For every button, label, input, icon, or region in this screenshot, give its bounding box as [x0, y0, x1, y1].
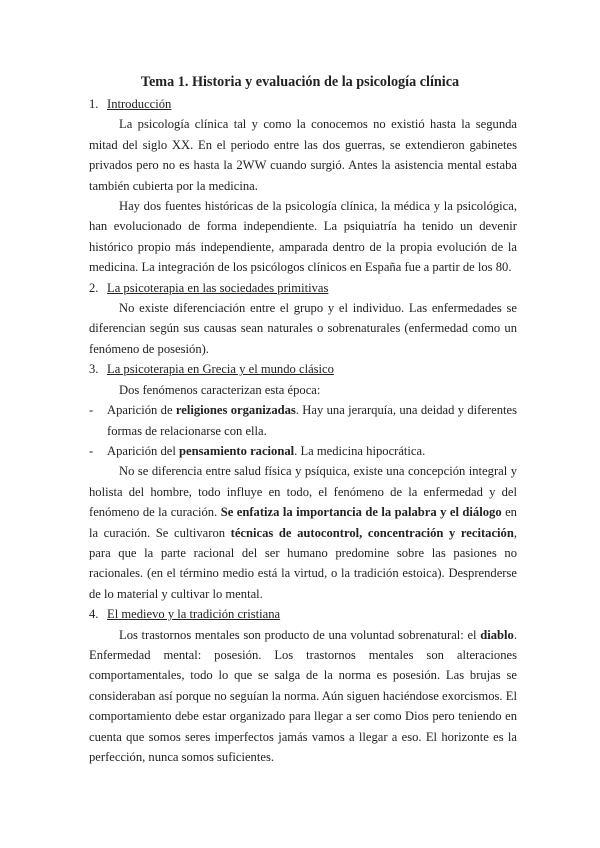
- section-number: 4.: [89, 607, 99, 622]
- section-number: 1.: [89, 97, 99, 111]
- paragraph: Hay dos fuentes históricas de la psicología clínica, la médica y la psicológica, han evolucionado de forma independiente. La psiquiatría ha tenido un devenir histórico propio más independiente, amparada dentro de la propia evolución de la medicina. La integración de los psicólogos clínicos en España fue a partir de los 80.: [89, 199, 517, 275]
- section-title: El medievo y la tradición cristiana: [107, 607, 281, 622]
- section-2-heading: [89, 278, 517, 298]
- section-number: 2.: [89, 280, 99, 295]
- paragraph: No existe diferenciación entre el grupo y el individuo. Las enfermedades se diferencian según sus causas sean naturales o sobrenaturales (enfermedad como un fenómeno de posesión).: [89, 301, 517, 356]
- document-body: [89, 94, 517, 767]
- bold-term: religiones organizadas: [175, 403, 296, 418]
- bold-term: técnicas de autocontrol, concentración y recitación: [230, 525, 514, 540]
- paragraph: La psicología clínica tal y como la conocemos no existió hasta la segunda mitad del siglo XX. En el periodo entre las dos guerras, se extendieron gabinetes privados pero no es hasta la 2WW cuando surgió. Antes la asistencia mental estaba también cubierta por la medicina.: [89, 117, 517, 193]
- bullet-dash: -: [89, 403, 94, 418]
- list-item: - Aparición de religiones organizadas. Hay una jerarquía, una deidad y diferentes formas de relacionarse con ella.: [89, 400, 517, 441]
- section-4-heading: [89, 604, 517, 624]
- section-title: La psicoterapia en las sociedades primitivas: [107, 280, 329, 295]
- section-title: Introducción: [107, 97, 172, 111]
- bold-term: Se enfatiza la importancia de la palabra y el diálogo: [220, 505, 502, 520]
- section-number: 3.: [89, 362, 99, 377]
- paragraph: Dos fenómenos caracterizan esta época:: [119, 382, 321, 397]
- document-title: Tema 1. Historia y evaluación de la psicología clínica: [140, 74, 460, 90]
- paragraph: Los trastornos mentales son producto de una voluntad sobrenatural: el diablo. Enfermedad mental: posesión. Los trastornos mentales son alteraciones comportamentales, todo lo que se salga de la norma es posesión. Las brujas se consideraban así porque no seguían la norma. Aún siguen haciéndose exorcismos. El comportamiento debe estar organizado para llegar a ser como Dios pero teniendo en cuenta que somos seres imperfectos jamás vamos a llegar a eso. El horizonte es la perfección, nunca somos suficientes.: [89, 627, 517, 764]
- section-3-heading: [89, 359, 517, 379]
- bold-term: diablo: [480, 627, 514, 642]
- paragraph: No se diferencia entre salud física y psíquica, existe una concepción integral y holista del hombre, todo influye en todo, el fenómeno de la enfermedad y del fenómeno de la curación. Se enfatiza la importancia de la palabra y el diálogo en la curación. Se cultivaron técnicas de autocontrol, concentración y recitación, para que la parte racional del ser humano predomine sobre las pasiones no racionales. (en el término medio está la virtud, o la tradición estoica). Desprenderse de lo material y cultivar lo mental.: [89, 464, 517, 601]
- section-1-heading: [89, 94, 517, 114]
- list-item: - Aparición del pensamiento racional. La medicina hipocrática.: [89, 441, 517, 461]
- bold-term: pensamiento racional: [179, 443, 295, 458]
- section-title: La psicoterapia en Grecia y el mundo clásico: [107, 362, 334, 377]
- bullet-dash: -: [89, 443, 94, 458]
